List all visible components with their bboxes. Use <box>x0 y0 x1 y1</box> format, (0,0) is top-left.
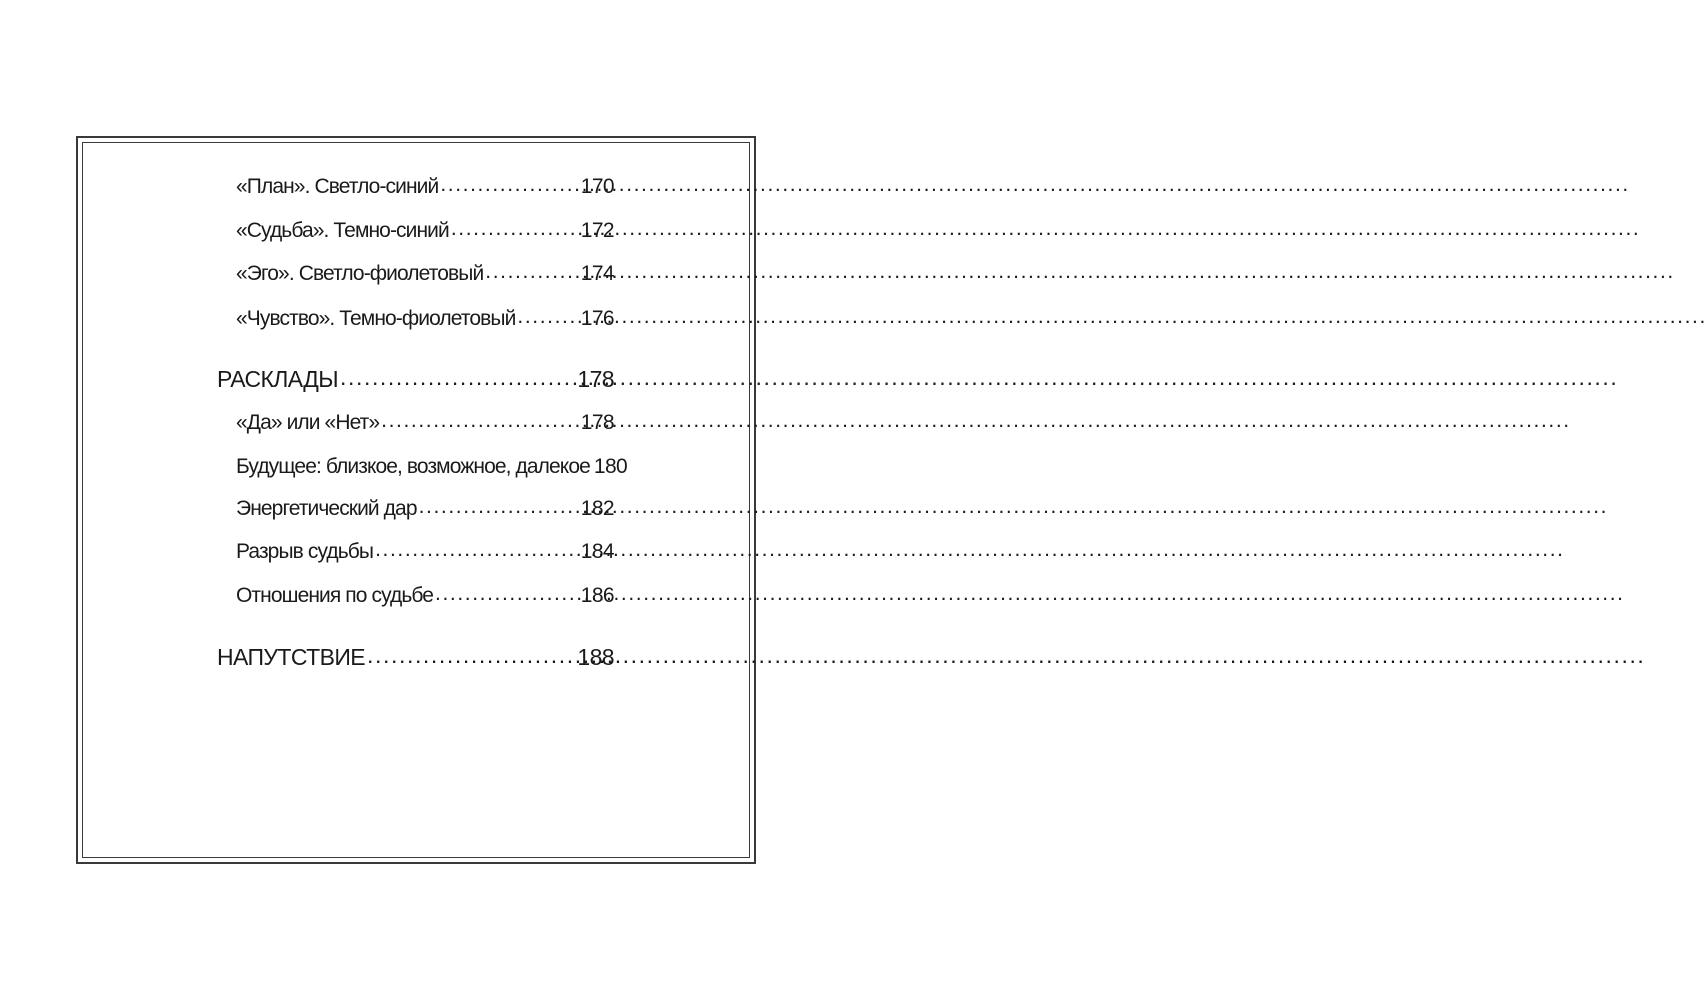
toc-dot-leader <box>367 642 575 665</box>
toc-entry-page: 174 <box>580 262 614 285</box>
toc-entry-page: 178 <box>580 411 614 434</box>
toc-entry-title: «Судьба». Темно-синий <box>236 219 449 242</box>
toc-entry <box>236 304 614 338</box>
toc-entry-title: Отношения по судьбе <box>236 584 434 607</box>
toc-entry <box>236 581 614 615</box>
table-of-contents <box>0 0 800 1000</box>
toc-section-title: НАПУТСТВИЕ <box>217 644 365 670</box>
toc-section-title: РАСКЛАДЫ <box>217 366 338 392</box>
toc-dot-leader <box>440 172 578 193</box>
toc-dot-leader <box>435 581 579 602</box>
toc-entry-title: «План». Светло-синий <box>236 175 439 198</box>
toc-entry-page: 186 <box>580 584 614 607</box>
toc-entry-page: 172 <box>580 219 614 242</box>
toc-dot-leader <box>517 304 578 325</box>
toc-dot-leader <box>485 259 578 280</box>
toc-entry-title: Разрыв судьбы <box>236 540 374 563</box>
toc-dot-leader <box>381 408 579 429</box>
toc-entry <box>236 216 614 250</box>
toc-entry-title: «Эго». Светло-фиолетовый <box>236 262 484 285</box>
toc-entry <box>236 452 628 486</box>
toc-dot-leader <box>340 364 575 387</box>
toc-section-page: 188 <box>577 644 614 670</box>
toc-entry-title: Энергетический дар <box>236 497 417 520</box>
toc-entry <box>236 494 614 528</box>
toc-entry-title: «Чувство». Темно-фиолетовый <box>236 307 516 330</box>
toc-entry-page: 180 <box>593 455 628 478</box>
toc-entry-page: 170 <box>580 175 614 198</box>
toc-entry-title: Будущее: близкое, возможное, далекое <box>236 455 590 478</box>
toc-entry <box>236 172 614 206</box>
toc-entry-page: 176 <box>580 307 614 330</box>
toc-entry <box>236 259 614 293</box>
document-page <box>0 0 800 1000</box>
toc-entry <box>236 537 614 571</box>
toc-dot-leader <box>375 537 579 558</box>
toc-entry-title: «Да» или «Нет» <box>236 411 380 434</box>
toc-section-entry <box>217 642 614 676</box>
toc-section-entry <box>217 364 614 398</box>
toc-dot-leader <box>451 216 579 237</box>
toc-entry-page: 182 <box>580 497 614 520</box>
toc-entry <box>236 408 614 442</box>
toc-dot-leader <box>419 494 579 515</box>
toc-entry-page: 184 <box>580 540 614 563</box>
toc-section-page: 178 <box>577 366 614 392</box>
